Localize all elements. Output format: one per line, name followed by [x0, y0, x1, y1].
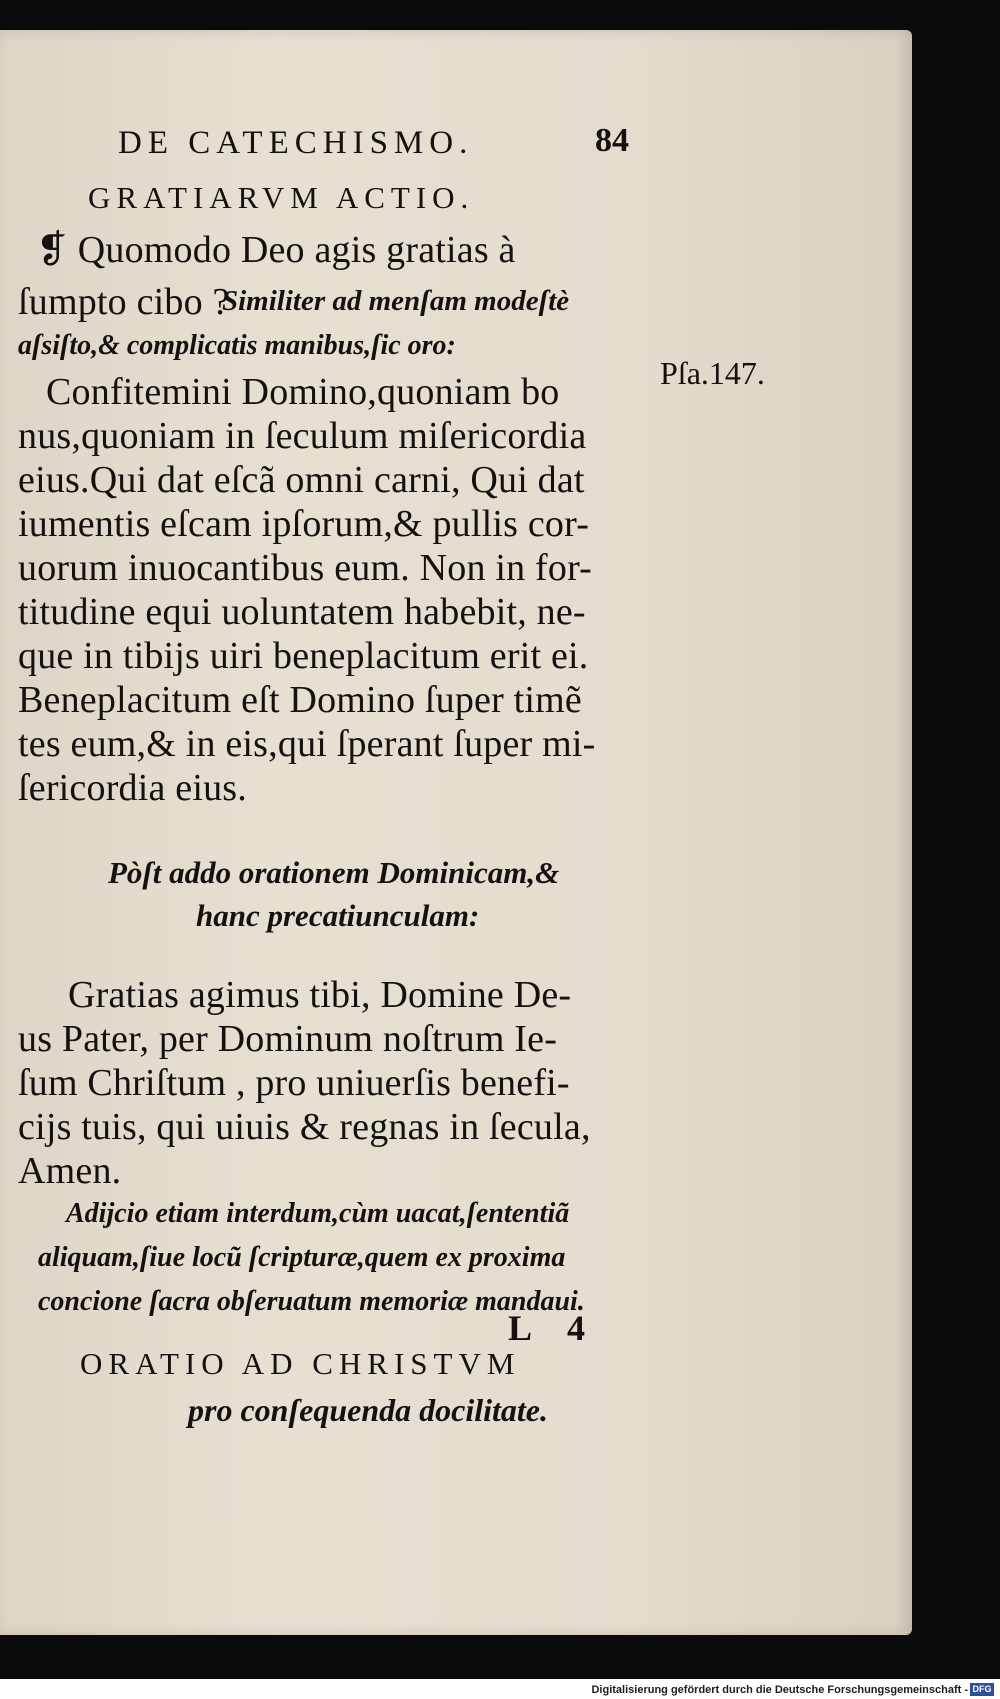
- oratio-subtitle: pro conſequenda docilitate.: [188, 1392, 548, 1428]
- prayer-line: us Pater, per Dominum noſtrum Ie-: [18, 1018, 558, 1060]
- instruction-line: hanc precatiunculam:: [196, 898, 480, 933]
- answer-line: aſsiſto,& complicatis manibus,ſic oro:: [18, 330, 456, 361]
- footer-bar: [0, 1679, 1000, 1699]
- running-head: DE CATECHISMO.: [118, 125, 474, 161]
- prayer-line: Gratias agimus tibi, Domine De-: [68, 974, 572, 1016]
- psalm-line: eius.Qui dat eſcã omni carni, Qui dat: [18, 459, 585, 501]
- page-number: 84: [595, 122, 629, 159]
- psalm-line: Beneplacitum eſt Domino ſuper timẽ: [18, 679, 582, 721]
- instruction-line: Pòſt addo orationem Dominicam,&: [108, 855, 560, 890]
- psalm-line: ſericordia eius.: [18, 767, 247, 809]
- psalm-line: tes eum,& in eis,qui ſperant ſuper mi-: [18, 723, 596, 765]
- oratio-heading: ORATIO AD CHRISTVM: [80, 1346, 521, 1381]
- question-line: ❡ Quomodo Deo agis gratias à: [36, 229, 516, 271]
- signature-mark: L 4: [508, 1308, 600, 1348]
- psalm-line: titudine equi uoluntatem habebit, ne-: [18, 591, 586, 633]
- note-line: Adijcio etiam interdum,cùm uacat,ſententiã: [66, 1198, 570, 1229]
- prayer-line: cijs tuis, qui uiuis & regnas in ſecula,: [18, 1106, 591, 1148]
- prayer-line: Amen.: [18, 1150, 122, 1192]
- section-heading: GRATIARVM ACTIO.: [88, 180, 475, 215]
- digitization-credit: Digitalisierung gefördert durch die Deutsche Forschungsgemeinschaft -: [591, 1684, 968, 1696]
- book-page: [0, 30, 912, 1635]
- prayer-line: ſum Chriſtum , pro uniuerſis benefi-: [18, 1062, 570, 1104]
- psalm-line: nus,quoniam in ſeculum miſericordia: [18, 415, 587, 457]
- page-text: [0, 30, 912, 1635]
- psalm-line: que in tibijs uiri beneplacitum erit ei.: [18, 635, 589, 677]
- psalm-line: uorum inuocantibus eum. Non in for-: [18, 547, 593, 589]
- psalm-line: iumentis eſcam ipſorum,& pullis cor-: [18, 503, 590, 545]
- answer-line: Similiter ad menſam modeſtè: [222, 285, 570, 317]
- dfg-logo-icon: DFG: [970, 1683, 994, 1696]
- margin-note: Pſa.147.: [660, 355, 765, 391]
- psalm-line: Confitemini Domino,quoniam bo: [46, 371, 560, 413]
- note-line: concione ſacra obſeruatum memoriæ mandaui.: [38, 1286, 585, 1317]
- note-line: aliquam,ſiue locũ ſcripturæ,quem ex proxima: [38, 1242, 566, 1273]
- question-line: ſumpto cibo ?: [18, 281, 230, 323]
